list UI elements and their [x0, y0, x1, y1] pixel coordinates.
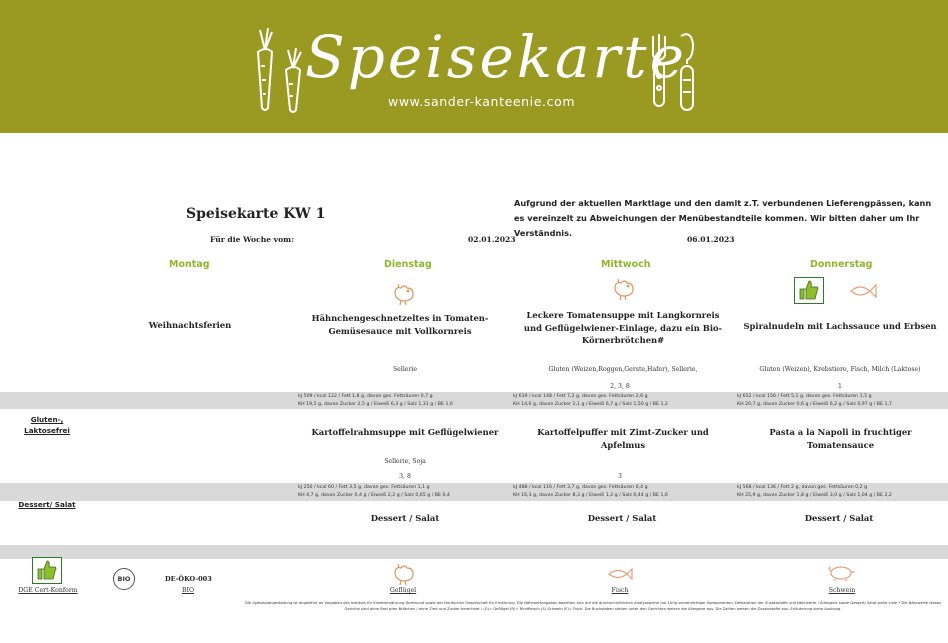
day-header-montag: Montag — [169, 259, 210, 270]
row-label-gluten: Gluten-, Laktosefrei — [24, 415, 70, 435]
nutrition-mittwoch: kJ 619 / kcal 148 / Fett 7,2 g, davon ges. Fettsäuren 2,6 g KH 14,0 g, davon Zucker 2,1 g / Eiweiß 6,7 g / Salz 1,50 g / BE 1,2 — [513, 394, 668, 407]
gluten-additives-dienstag: 3, 8 — [399, 473, 411, 480]
footnote: Die Speiseplangestaltung ist angelehnt an Vorgaben des Instituts für Kinderernährung Dortmund sowie der Deutschen Gesellschaft für Ernährung. Die Nährwertangaben beziehen sich auf die durchschnittlichen Analysewerte pro 100g verzehrfertiger Komponenten. Deklaration der Zusatzstoffe und Nährwerte / Allergene sowie Dessert/ Salat siehe Liste * Die Nährwerte dieses Gerichts sind ohne Brot oder Brötchen / ohne Zimt und Zucker berechnet / (G)= Geflügel (R)= Rindfleisch (S) Schwein (F)= Fisch. Die Buchstaben stehen unter den Gerichten weisen die Allergene aus. Die Zahlen weisen die Zusatzstoffe aus. Erläuterung siehe Aushang. — [245, 601, 941, 611]
gluten-dish-mittwoch: Kartoffelpuffer mit Zimt-Zucker und Apfelmus — [537, 427, 709, 450]
allergens-dienstag: Sellerie — [392, 366, 418, 373]
row-label-dessert: Dessert/ Salat — [18, 500, 76, 509]
nutrition-donnerstag: kJ 652 / kcal 156 / Fett 5,1 g, davon ges. Fettsäuren 1,5 g KH 20,7 g, davon Zucker 0,6 g / Eiweiß 6,2 g / Salz 0,97 g / BE 1,7 — [737, 394, 892, 407]
supply-notice: Aufgrund der aktuellen Marktlage und den damit z.T. verbundenen Lieferengpässen, kann es vereinzelt zu Abweichungen der Menübestandteile kommen. Wir bitten daher um Ihr Verständnis. — [514, 198, 932, 238]
fish-icon — [606, 566, 634, 582]
pig-icon — [826, 564, 858, 582]
cutlery-icon — [645, 28, 705, 114]
dessert-donnerstag: Dessert / Salat — [804, 513, 874, 523]
dge-thumbs-up-icon — [794, 277, 824, 304]
day-header-dienstag: Dienstag — [384, 259, 432, 270]
chicken-icon — [389, 280, 417, 306]
separator-band — [0, 545, 948, 559]
gluten-allergens-dienstag: Sellerie, Soja — [384, 458, 426, 465]
legend-gefluegel: Geflügel — [389, 587, 417, 594]
bio-code: DE-ÖKO-003 — [165, 575, 212, 583]
dish-donnerstag: Spiralnudeln mit Lachssauce und Erbsen — [743, 321, 937, 331]
additives-donnerstag: 1 — [838, 383, 842, 390]
dge-legend-icon — [32, 557, 62, 584]
gluten-nutrition-mittwoch: kJ 488 / kcal 116 / Fett 3,7 g, davon ges. Fettsäuren 0,4 g KH 16,3 g, davon Zucker 8,3 g / Eiweiß 1,2 g / Salz 0,44 g / BE 1,6 — [513, 485, 668, 498]
week-label: Für die Woche vom: — [210, 235, 295, 244]
gluten-additives-mittwoch: 3 — [618, 473, 622, 480]
additives-mittwoch: 2, 3, 8 — [610, 383, 630, 390]
date-to: 06.01.2023 — [687, 235, 735, 244]
bio-badge-icon: BIO — [113, 568, 135, 590]
legend-bio: BIO — [181, 587, 195, 594]
day-header-donnerstag: Donnerstag — [810, 259, 873, 270]
gluten-nutrition-dienstag: kJ 250 / kcal 60 / Fett 3,5 g, davon ges. Fettsäuren 1,1 g KH 4,7 g, davon Zucker 0,4 g / Eiweiß 2,2 g / Salz 0,65 g / BE 0,4 — [298, 485, 450, 498]
nutrition-dienstag: kJ 509 / kcal 122 / Fett 1,8 g, davon ges. Fettsäuren 0,7 g KH 19,5 g, davon Zucker 2,5 g / Eiweiß 6,3 g / Salz 1,31 g / BE 1,6 — [298, 394, 453, 407]
dessert-mittwoch: Dessert / Salat — [587, 513, 657, 523]
page-title: Speisekarte KW 1 — [186, 206, 326, 222]
dish-dienstag: Hähnchengeschnetzeltes in Tomaten-Gemüsesauce mit Vollkornreis — [311, 313, 489, 336]
date-from: 02.01.2023 — [468, 235, 516, 244]
allergens-donnerstag: Gluten (Weizen), Krebstiere, Fisch, Milch (Laktose) — [759, 366, 921, 373]
gluten-dish-donnerstag: Pasta a la Napoli in fruchtiger Tomatensauce — [769, 427, 912, 450]
allergens-mittwoch: Gluten (Weizen,Roggen,Gerste,Hafer), Sellerie, — [548, 366, 698, 373]
legend-schwein: Schwein — [828, 587, 856, 594]
fish-icon — [848, 282, 878, 300]
banner-url[interactable]: www.sander-kanteenie.com — [388, 94, 576, 109]
banner-title: Speisekarte — [305, 23, 687, 91]
legend-dge: DGE Cert-Konform — [18, 587, 78, 594]
dish-montag: Weihnachtsferien — [148, 320, 232, 330]
legend-fisch: Fisch — [611, 587, 629, 594]
chicken-icon — [609, 274, 637, 302]
gluten-nutrition-donnerstag: kJ 568 / kcal 136 / Fett 2 g, davon ges. Fettsäuren 0,2 g KH 25,9 g, davon Zucker 1,8 g / Eiweiß 3,0 g / Salz 1,04 g / BE 2,2 — [737, 485, 892, 498]
gluten-dish-dienstag: Kartoffelrahmsuppe mit Geflügelwiener — [311, 427, 499, 437]
dessert-dienstag: Dessert / Salat — [370, 513, 440, 523]
day-header-mittwoch: Mittwoch — [601, 259, 651, 270]
chicken-icon — [389, 560, 417, 586]
dish-mittwoch: Leckere Tomatensuppe mit Langkornreis und Geflügelwiener-Einlage, dazu ein Bio-Körnerbrötchen# — [523, 310, 723, 345]
